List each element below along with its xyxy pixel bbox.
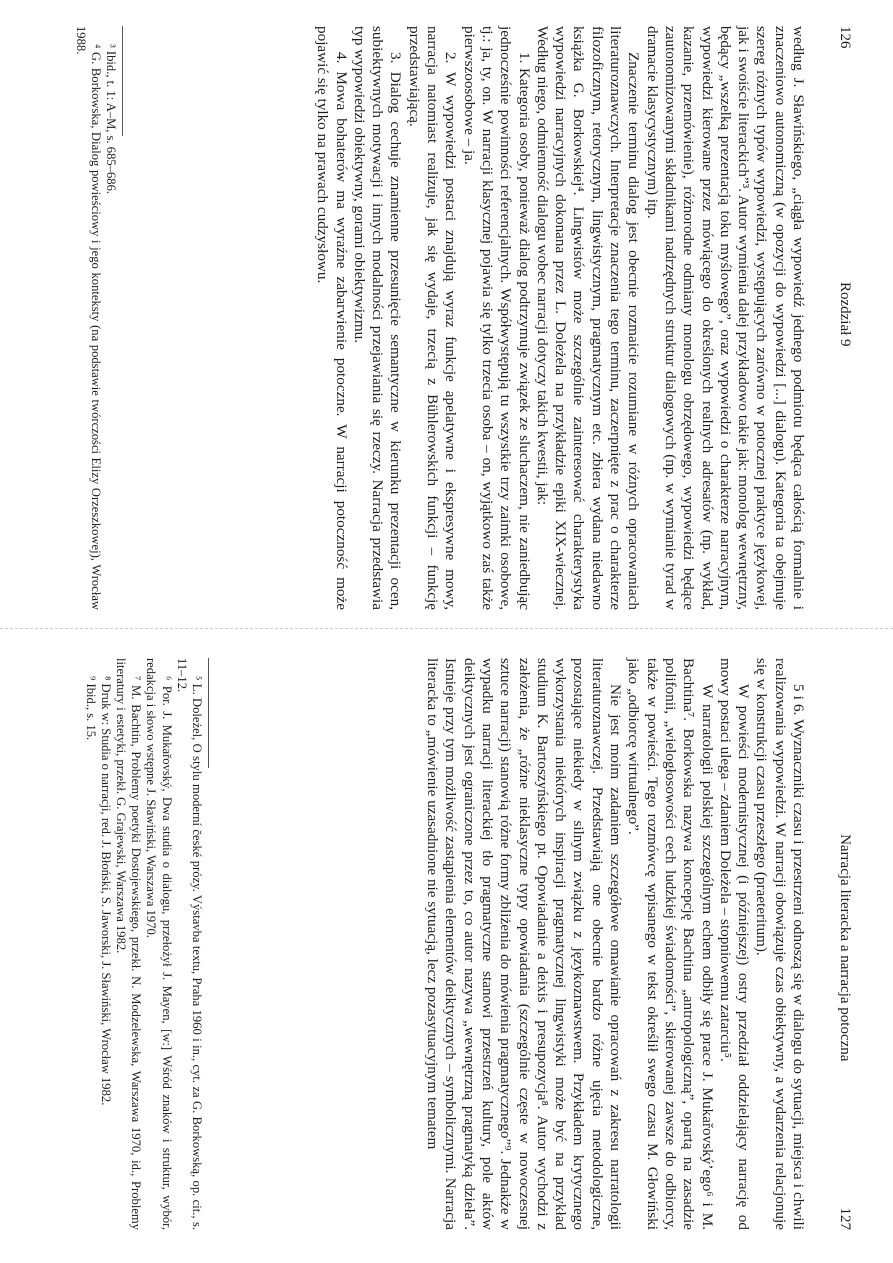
left-footnotes	[72, 26, 118, 610]
footnote-rule	[122, 26, 123, 136]
paragraph: 2. W wypowiedzi postaci znajdują wyraz funkcje apelatywne i ekspresywne mowy, narracja natomiast realizuje, jak się wydaje, trzecią z Bühlerowskich funkcji – funkcję przedstawiającą.	[405, 26, 460, 610]
right-footnotes	[82, 658, 204, 1230]
right-page	[0, 640, 893, 1260]
footnote-rule	[208, 658, 209, 768]
running-head-left	[836, 26, 853, 610]
page-number-right: 127	[837, 1207, 853, 1230]
running-title-right: Narracja literacka a narracja potoczna	[837, 834, 853, 1062]
running-title-left: Rozdział 9	[837, 281, 853, 347]
paragraph: W narratologii polskiej szczególnym echem odbiły się prace J. Mukařovský’ego⁶ i M. Bachtina⁷. Borkowska nazywa koncepcję Bachtina „antropologiczną”, opartą na zasadzie polifonii, „wielogłosowości cech ludzkiej świadomości”, skierowanej zawsze do odbiorcy, także w powieści. Tego rozmówcę wpisanego w tekst określił swego czasu M. Głowiński jako „odbiorcę wirtualnego”.	[625, 658, 716, 1230]
footnote: ⁹ Ibid., s. 15.	[83, 676, 98, 741]
page-number-left: 126	[837, 26, 853, 49]
footnote: ⁷ M. Bachtin, Problemy poetyki Dostojewskiego, przekł. N. Modzelewska, Warszawa 1970, id., Problemy literatury i estetyki, przekł. G. Grajewski, Warszawa 1982.	[113, 658, 144, 1230]
paragraph: W powieści modernistycznej (i późniejszej) ostry przedział oddzielający narrację od mowy postaci ulega – zdaniem Doleżela – stopniowemu zatarciu⁵.	[716, 658, 753, 1230]
left-page	[0, 0, 893, 620]
left-body-text	[313, 26, 807, 610]
paragraph: Nie jest moim zadaniem szczegółowe omawianie opracowań z zakresu narratologii literaturoznawczej. Przedstawiają one obecnie bardzo różne ujęcia metodologiczne, pozostające niekiedy w silnym związku z językoznawstwem. Przykładem krytycznego wykorzystania niektórych inspiracji pragmatycznej lingwistyki może być na przykład studium K. Bartoszyńskiego pt. Opowiadanie a deixis i presupozycja⁸. Autor wychodzi z założenia, że „różne nieklasyczne typy opowiadania (szczególnie częste w nowoczesnej sztuce narracji) stanowią różne formy zbliżenia do mówienia pragmatycznego”⁹. Jednakże w wypadku narracji literackiej tło pragmatyczne stanowi przestrzeń kultury, pole aktów deiktycznych jest ograniczone przez to, co autor nazywa „wewnętrzną pragmatyką dzieła”. Istnieje przy tym możliwość zastąpienia elementów deiktycznych – symbolicznymi. Narracja literacka to „mówienie uzasadnione nie sytuacją, lecz pozasytuacyjnym tematem	[424, 658, 625, 1230]
paragraph: 3. Dialog cechuje znamienne przesunięcie semantyczne w kierunku prezentacji ocen, subiektywnych motywacji i innych modalności przejawiania się rzeczy. Narracja przedstawia typ wypowiedzi obiektywny, gorami obiektywizmu.	[350, 26, 405, 610]
paragraph: 1. Kategoria osoby, ponieważ dialog podtrzymuje związek ze sluchaczem, nie zaniedbując jednocześnie powinności referencjalnych. Współwystępują tu wszystkie trzy zaimki osobowe, tj.: ja, ty, on. W narracji klasycznej pojawia się tylko trzecia osoba – on, wyjątkowo zaś także pierwszoosobowe – ja.	[460, 26, 533, 610]
footnote: ³ Ibid., t. 1: A–M, s. 685–686.	[104, 44, 118, 195]
page-gutter	[0, 628, 893, 630]
running-head-right	[836, 658, 853, 1230]
paragraph: Znaczenie terminu dialog jest obecnie rozmaicie rozumiane w różnych opracowaniach literaturoznawczych. Interpretacje znaczenia tego terminu, zaczerpnięte z prac o charakterze filozoficznym, retorycznym, lingwistycznym, pragmatycznym etc. zbiera wydana niedawno książka G. Borkowskiej⁴. Lingwistów może szczególnie zainteresować charakterystyka wypowiedzi narracyjnych dokonana przez L. Doleżela na przykładzie epiki XIX-wiecznej. Według niego, odmienność dialogu wobec narracji dotyczy takich kwestii, jak:	[533, 26, 643, 610]
paragraph: 5 i 6. Wyznaczniki czasu i przestrzeni odnoszą się w dialogu do sytuacji, miejsca i chwili realizowania wypowiedzi. W narracji obowiązuje czas obiektywny, a wydarzenia relacjonuje się w konstrukcji czasu przeszłego (praeteritum).	[753, 658, 807, 1230]
footnote: ⁸ Druk w: Studia o narracji, red. J. Błoński, S. Jaworski, J. Sławiński, Wrocław 1982.	[98, 676, 113, 1106]
paragraph: 4. Mowa bohaterów ma wyraźne zabarwienie potoczne. W narracji potoczność może pojawić się tylko na prawach cudzysłowu.	[314, 26, 350, 610]
footnote: ⁵ L. Doleżel, O stylu moderní české prózy. Výstavba textu, Praha 1960 i in., cyt. za G. Borkowską, op. cit., s. 11–12.	[174, 658, 204, 1230]
right-body-text	[423, 658, 807, 1230]
footnote: ⁴ G. Borkowska, Dialog powieściowy i jego konteksty (na podstawie twórczości Elizy Orzeszkowej), Wrocław 1988.	[73, 26, 103, 610]
paragraph: według J. Sławińskiego, „ciągła wypowiedź jednego podmiotu będąca całością formalnie i znaczeniowo autonomiczną (w opozycji do wypowiedzi [...] dialogu). Kategoria ta obejmuje szereg różnych typów wypowiedzi, występujących zarówno w potocznej praktyce językowej, jak i swoiście literackich”³. Autor wymienia dalej przykładowo takie jak: monolog wewnętrzny, będący „wszelką prezentacją toku myślowego”, oraz wypowiedzi o charakterze narracyjnym, wypowiedzi kierowane przez mówiącego do określonych realnych adresatów (np. wykład, kazanie, przemówienie), różnorodne odmiany monologu obrzędowego, wypowiedzi będące zautonomizowanymi składnikami nadrzędnych struktur dialogowych (np. w wymianie tyrad w dramacie klasycystycznym) itp.	[643, 26, 807, 610]
footnote: ⁶ Por. J. Mukařovský, Dwa studia o dialogu, przełożył J. Mayen, [w:] Wśród znaków i struktur, wybór, redakcja i słowo wstępne J. Sławiński, Warszawa 1970.	[144, 658, 174, 1230]
